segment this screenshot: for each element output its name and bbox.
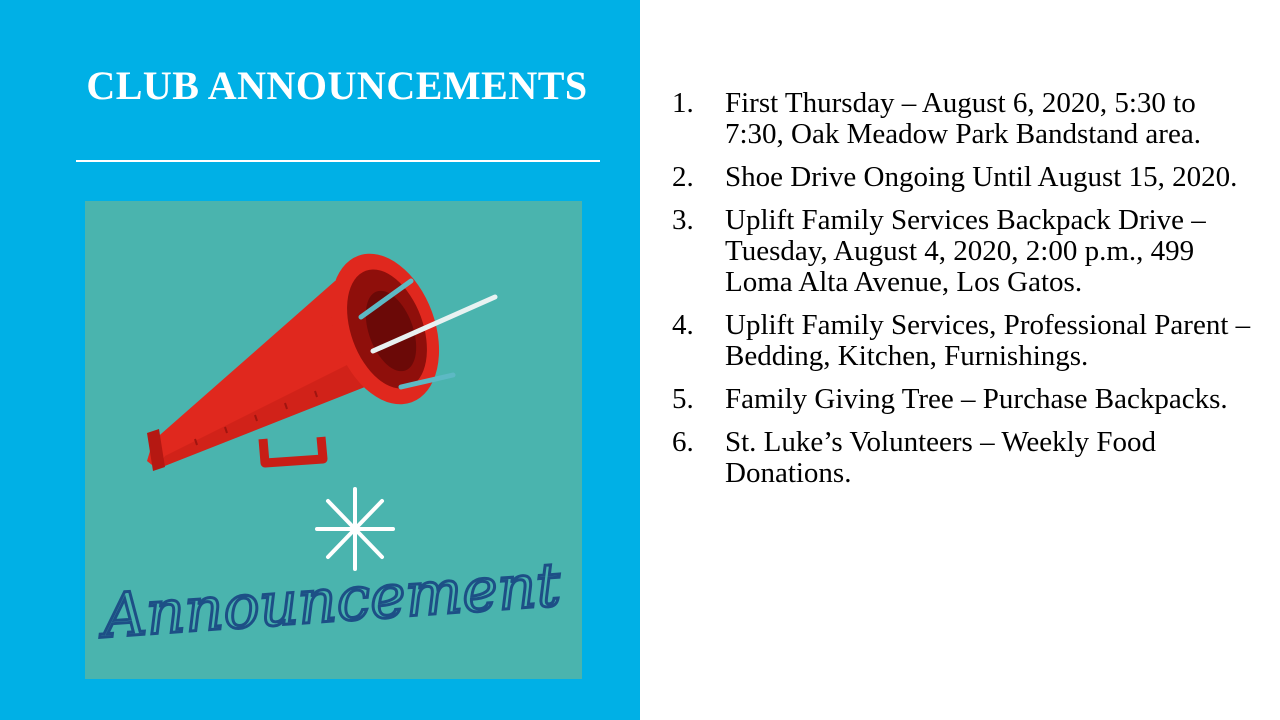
list-item-number: 2. — [672, 161, 694, 193]
slide-title: CLUB ANNOUNCEMENTS — [86, 63, 588, 108]
announcement-list — [672, 88, 1252, 501]
list-item-text: St. Luke’s Volunteers – Weekly Food Donations. — [725, 426, 1157, 489]
list-item — [672, 88, 1252, 150]
list-item-text: Uplift Family Services, Professional Parent – Bedding, Kitchen, Furnishings. — [725, 309, 1251, 372]
announcement-illustration — [85, 201, 582, 679]
list-item-text: Family Giving Tree – Purchase Backpacks. — [725, 383, 1228, 415]
list-item-number: 6. — [672, 426, 694, 458]
announcement-art-svg — [85, 201, 582, 679]
list-item-text: First Thursday – August 6, 2020, 5:30 to 7:30, Oak Meadow Park Bandstand area. — [725, 87, 1201, 150]
list-item — [672, 427, 1252, 489]
list-item-text: Shoe Drive Ongoing Until August 15, 2020. — [725, 161, 1238, 193]
list-item — [672, 162, 1252, 193]
list-item-number: 4. — [672, 309, 694, 341]
list-item — [672, 310, 1252, 372]
list-item — [672, 205, 1252, 298]
list-item-number: 1. — [672, 87, 694, 119]
sparkle-icon — [317, 489, 393, 569]
list-item — [672, 384, 1252, 415]
list-item-number: 5. — [672, 383, 694, 415]
announcement-script-text: Announcement — [100, 550, 563, 652]
title-divider — [76, 160, 600, 162]
list-item-number: 3. — [672, 204, 694, 236]
megaphone-icon — [147, 239, 459, 471]
list-item-text: Uplift Family Services Backpack Drive – Tuesday, August 4, 2020, 2:00 p.m., 499 Loma Alta Avenue, Los Gatos. — [725, 204, 1206, 298]
